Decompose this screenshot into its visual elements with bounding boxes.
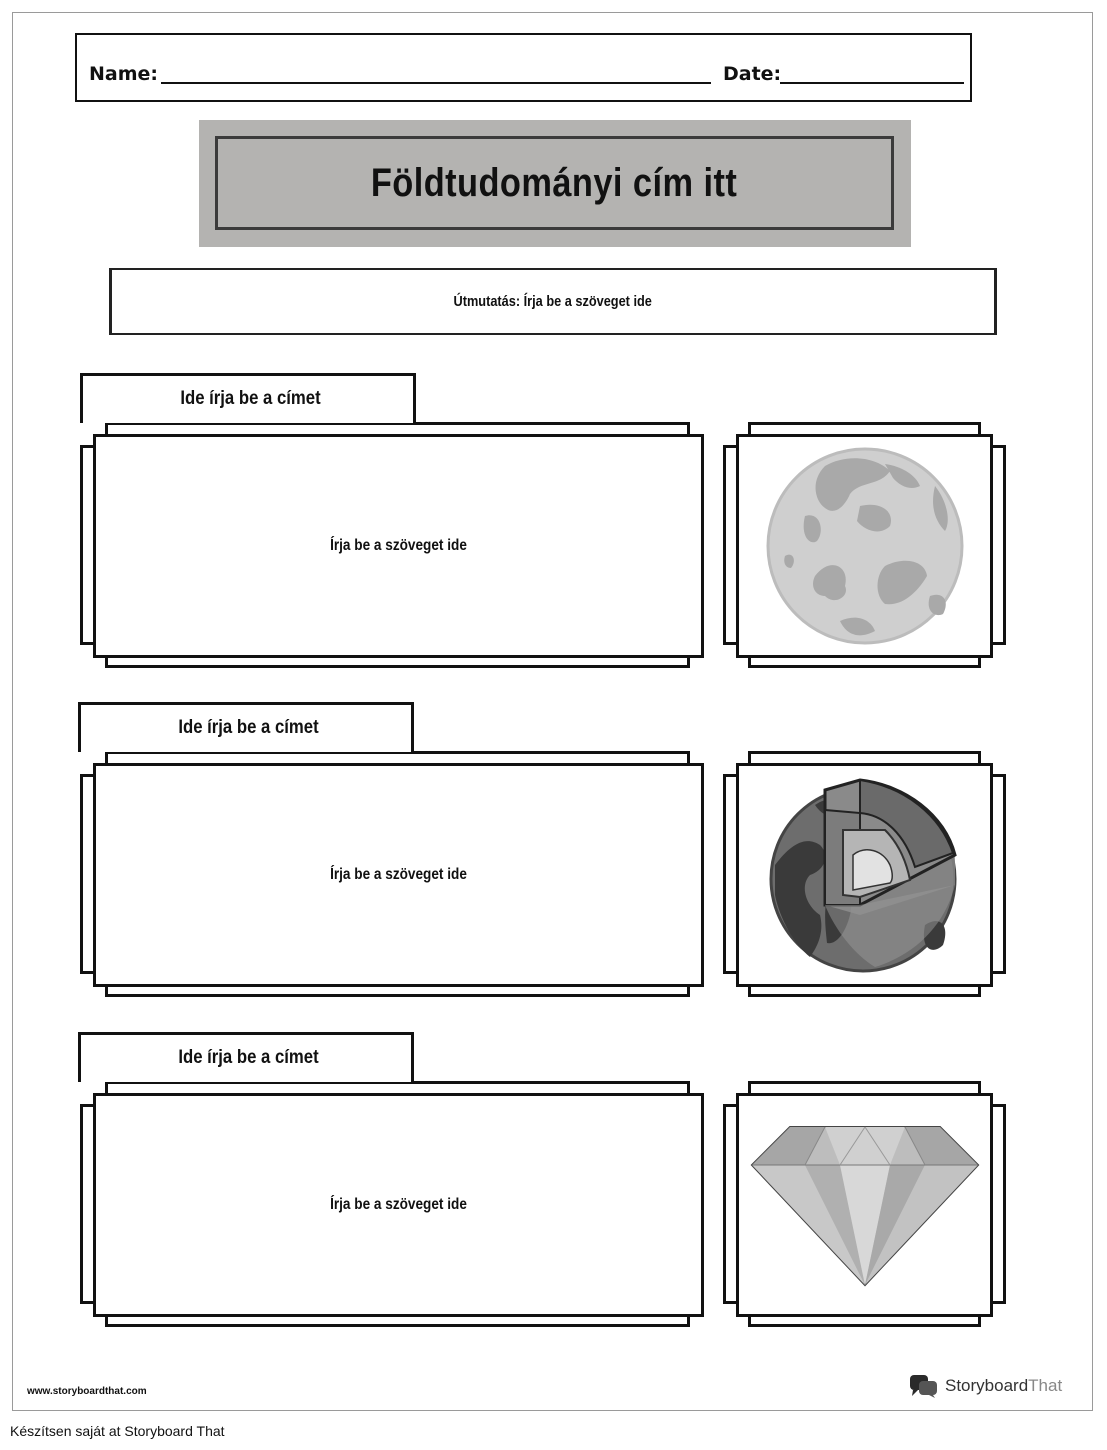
footer-url[interactable]: www.storyboardthat.com: [27, 1386, 147, 1397]
section-text-box: [93, 1093, 704, 1317]
section-text-box: [93, 434, 704, 658]
section-2: [0, 702, 1107, 1002]
section-title[interactable]: Ide írja be a címet: [178, 1047, 319, 1068]
section-image-box: [736, 1093, 993, 1317]
section-image-box: [736, 763, 993, 987]
instructions-box: [109, 268, 997, 335]
section-title[interactable]: Ide írja be a címet: [180, 388, 321, 409]
date-label: Date:: [723, 63, 782, 85]
bottom-caption[interactable]: Készítsen saját at Storyboard That: [10, 1423, 225, 1439]
section-title-tab: [78, 702, 414, 752]
moon-icon: [765, 446, 965, 646]
section-1: [0, 373, 1107, 673]
section-text-box: [93, 763, 704, 987]
earth-layers-icon: [765, 775, 965, 975]
title-frame: [215, 136, 894, 230]
section-title[interactable]: Ide írja be a címet: [178, 717, 319, 738]
section-title-tab: [78, 1032, 414, 1082]
storyboardthat-logo[interactable]: [909, 1373, 1062, 1399]
logo-light-text: That: [1028, 1376, 1063, 1395]
section-title-tab: [80, 373, 416, 423]
name-date-box: [75, 33, 972, 102]
diamond-icon: [750, 1123, 980, 1288]
section-image-box: [736, 434, 993, 658]
section-3: [0, 1032, 1107, 1332]
logo-main-text: Storyboard: [945, 1376, 1029, 1395]
name-field[interactable]: [161, 82, 711, 84]
speech-bubble-icon: [909, 1374, 939, 1398]
name-label: Name:: [89, 63, 159, 85]
section-text[interactable]: Írja be a szöveget ide: [330, 1196, 467, 1213]
instructions-text[interactable]: Útmutatás: Írja be a szöveget ide: [453, 293, 653, 310]
section-text[interactable]: Írja be a szöveget ide: [330, 537, 467, 554]
date-field[interactable]: [780, 82, 964, 84]
section-text[interactable]: Írja be a szöveget ide: [330, 866, 467, 883]
title-banner: [199, 120, 911, 247]
page-title[interactable]: Földtudományi cím itt: [371, 160, 738, 205]
